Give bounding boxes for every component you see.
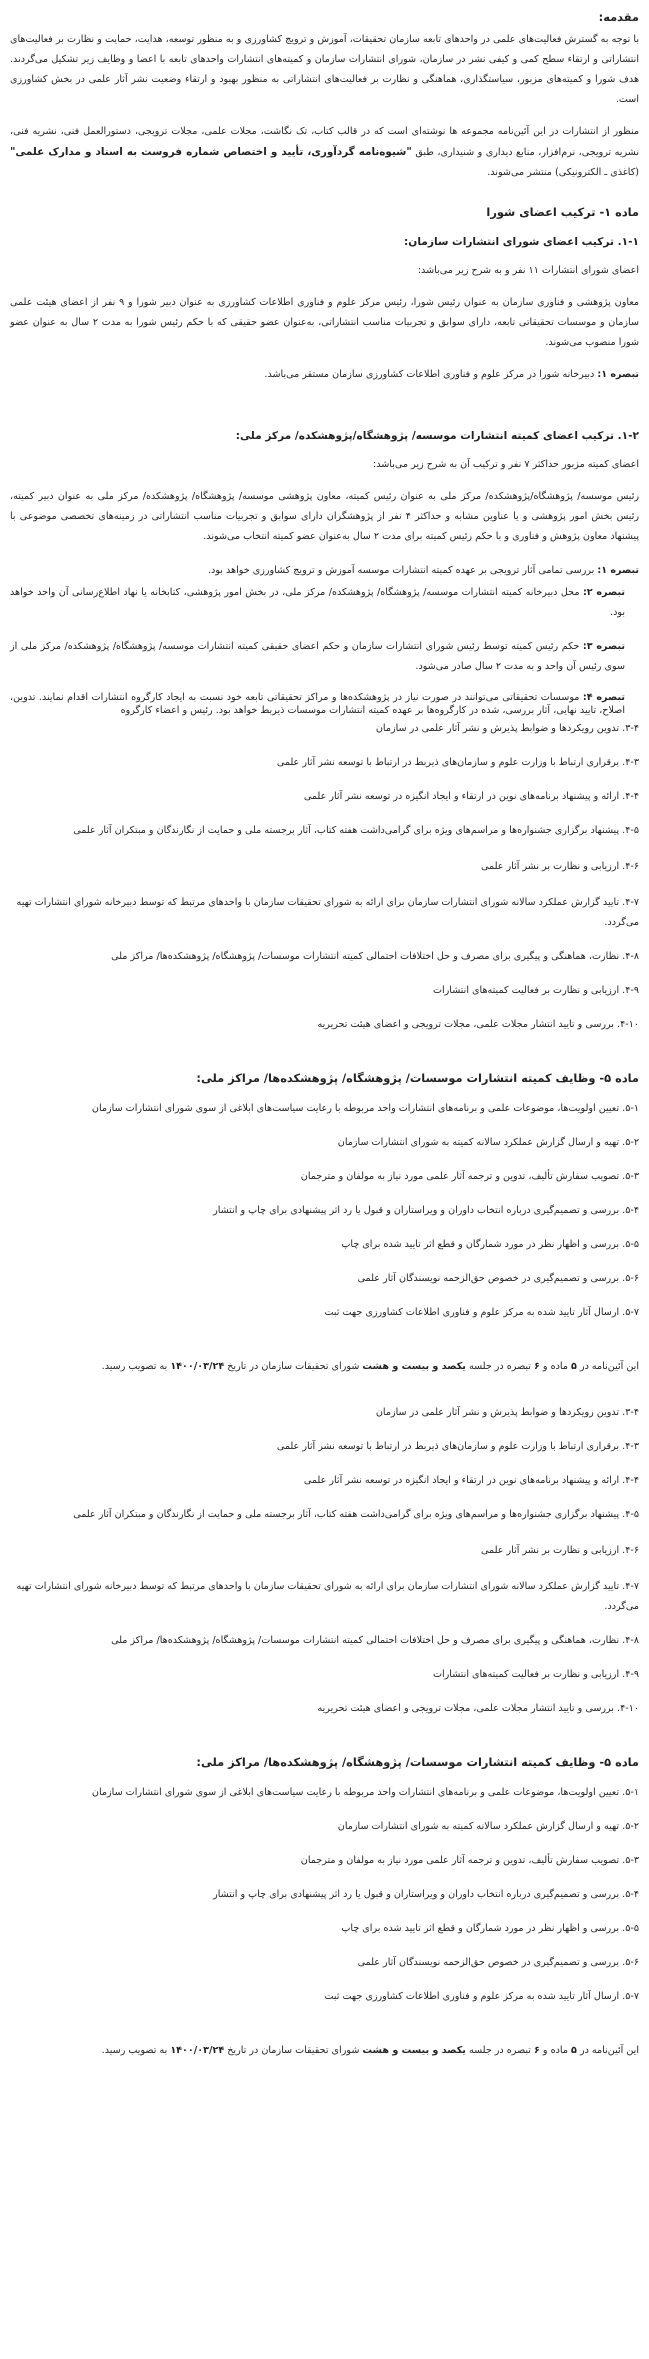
note-label: تبصره ۱: [597, 369, 639, 380]
duties-list-a [10, 719, 639, 1035]
note-1b [10, 561, 639, 581]
list-item: ۴-۶. ارزیابی و نظارت بر نشر آثار علمی [481, 861, 639, 872]
intro-paragraph-2 [10, 122, 639, 183]
list-item: ۵-۶. بررسی و تصمیم‌گیری در خصوص حق‌الزحمه نویسندگان آثار علمی [357, 1273, 639, 1284]
list-item: ۴-۵. پیشنهاد برگزاری جشنواره‌ها و مراسم‌های ویژه برای گرامی‌داشت هفته کتاب، آثار برجسته ملی و حمایت از نگارندگان و مبتکران آثار علمی [73, 1509, 639, 1520]
section-1-2-composition: رئیس موسسه/ پژوهشگاه/پژوهشکده/ مرکز ملی به عنوان رئیس کمیته، معاون پژوهشی موسسه/ پژوهشگاه/ پژوهشکده/ مرکز ملی به عنوان دبیر کمیته، رئیس بخش امور پژوهشی و یا عناوین مشابه و حداکثر ۴ نفر از پژوهشگران دارای سوابق و تجربیات مناسب انتشاراتی در زمینه‌های تخصصی موضوعی با پیشنهاد معاون پژوهش و فناوری و با حکم رئیس کمیته برای مدت ۲ سال به‌عنوان عضو کمیته انتخاب می‌شوند. [10, 491, 640, 542]
note-text: دبیرخانه شورا در مرکز علوم و فناوری اطلاعات کشاورزی سازمان مستقر می‌باشد. [264, 369, 598, 380]
list-item: ۵-۵. بررسی و اظهار نظر در مورد شمارگان و قطع اثر تایید شده برای چاپ [341, 1239, 639, 1250]
note-text: حکم رئیس کمیته توسط رئیس شورای انتشارات سازمان و حکم اعضای حقیقی کمیته انتشارات موسسه/ پژوهشگاه/ پژوهشکده/ مرکز ملی از سوی رئیس آن واحد و به مدت ۲ سال صادر می‌شود. [10, 641, 625, 672]
section-1-1-title: ۱-۱. ترکیب اعضای شورای انتشارات سازمان: [404, 236, 639, 248]
approval-text: به تصویب رسید. [101, 2045, 171, 2056]
approval-text: ماده و [539, 2045, 572, 2056]
list-item: ۴-۱۰. بررسی و تایید انتشار مجلات علمی، مجلات ترویجی و اعضای هیئت تحریریه [317, 1019, 639, 1030]
list-item: ۴-۳. برقراری ارتباط با وزارت علوم و سازمان‌های ذیربط در ارتباط با توسعه نشر آثار علمی [276, 757, 639, 768]
section-1-1-members: اعضای شورای انتشارات ۱۱ نفر و به شرح زیر می‌باشد: [417, 265, 639, 276]
section-1-2-members: اعضای کمیته مزبور حداکثر ۷ نفر و ترکیب آن به شرح زیر می‌باشد: [373, 459, 639, 470]
list-item: ۴-۳. برقراری ارتباط با وزارت علوم و سازمان‌های ذیربط در ارتباط با توسعه نشر آثار علمی [276, 1441, 639, 1452]
approval-session: یکصد و بیست و هشت [362, 2045, 466, 2056]
approval-text: تبصره در جلسه [465, 2045, 535, 2056]
list-item: ۵-۳. تصویب سفارش تألیف، تدوین و ترجمه آثار علمی مورد نیاز به مولفان و مترجمان [300, 1855, 639, 1866]
list-item: ۴-۹. ارزیابی و نظارت بر فعالیت کمیته‌های انتشارات [432, 985, 639, 996]
section-1-1-composition: معاون پژوهشی و فناوری سازمان به عنوان رئیس شورا، رئیس مرکز علوم و فناوری اطلاعات کشاورزی به عنوان دبیر شورا و ۹ نفر از اعضای هیئت علمی سازمان و موسسات تحقیقاتی تابعه، دارای سوابق و تجربیات مناسب انتشاراتی، به‌عنوان عضو حقیقی که با حکم رئیس شورا به مدت ۲ سال به عنوان عضو شورا منصوب می‌شوند. [10, 297, 640, 348]
approval-notes-count: ۶ [534, 2045, 540, 2056]
list-item: ۵-۴. بررسی و تصمیم‌گیری درباره انتخاب داوران و ویراستاران و قبول یا رد اثر پیشنهادی برای چاپ و انتشار [213, 1889, 639, 1900]
intro-p2-text: منظور از انتشارات در این آئین‌نامه مجموعه ها نوشته‌ای است که در قالب کتاب، تک نگاشت، مجلات علمی، مجلات ترویجی، دستورالعمل فنی، نشریه فنی، نشریه ترویجی، نرم‌افزار، منابع دیداری و شنیداری، طبق [10, 126, 639, 158]
list-item: ۴-۹. ارزیابی و نظارت بر فعالیت کمیته‌های انتشارات [432, 1669, 639, 1680]
list-item: ۴-۸. نظارت، هماهنگی و پیگیری برای مصرف و حل اختلافات احتمالی کمیته انتشارات موسسات/ پژوهشگاه/ پژوهشکده‌ها/ مراکز ملی [111, 1635, 639, 1646]
note-label: تبصره ۲: [582, 587, 625, 598]
note-label: تبصره ۴: [582, 692, 625, 703]
list-item: ۳-۴. تدوین رویکردها و ضوابط پذیرش و نشر آثار علمی در سازمان [375, 1407, 639, 1418]
note-4 [10, 691, 639, 717]
article-5-title: ماده ۵- وظایف کمیته انتشارات موسسات/ پژوهشگاه/ پژوهشکده‌ها/ مراکز ملی: [196, 1755, 639, 1769]
list-item: ۴-۷. تایید گزارش عملکرد سالانه شورای انتشارات سازمان برای ارائه به شورای تحقیقات سازمان با واحدهای مرتبط که توسط دبیرخانه شورای انتشارات تهیه می‌گردد. [16, 897, 639, 928]
list-item: ۴-۱۰. بررسی و تایید انتشار مجلات علمی، مجلات ترویجی و اعضای هیئت تحریریه [317, 1703, 639, 1714]
intro-p2-tail: (کاغذی ـ الکترونیکی) منتشر می‌شوند. [487, 167, 639, 178]
approval-text: این آئین‌نامه در [576, 2045, 639, 2056]
list-item: ۵-۷. ارسال آثار تایید شده به مرکز علوم و فناوری اطلاعات کشاورزی جهت ثبت [324, 1991, 639, 2002]
list-item: ۳-۴. تدوین رویکردها و ضوابط پذیرش و نشر آثار علمی در سازمان [375, 723, 639, 734]
intro-title: مقدمه: [598, 10, 639, 24]
list-item: ۴-۸. نظارت، هماهنگی و پیگیری برای مصرف و حل اختلافات احتمالی کمیته انتشارات موسسات/ پژوهشگاه/ پژوهشکده‌ها/ مراکز ملی [111, 951, 639, 962]
approval-articles-count: ۵ [571, 1361, 577, 1372]
approval-notes-count: ۶ [534, 1361, 540, 1372]
note-text: بررسی تمامی آثار ترویجی بر عهده کمیته انتشارات موسسه آموزش و ترویج کشاورزی خواهد بود. [208, 565, 598, 576]
note-text: موسسات تحقیقاتی می‌توانند در صورت نیاز در پژوهشکده‌ها و مراکز تحقیقاتی تابعه خود نسبت به ایجاد کارگروه انتشارات اقدام نمایند. تدوین، اصلاح، تایید نهایی، آثار بررسی، شده در کارگروه‌ها بر عهده کمیته انتشارات موسسات ذیربط خواهد بود. رئیس و اعضاء کارگروه [10, 692, 625, 716]
approval-session: یکصد و بیست و هشت [362, 1361, 466, 1372]
list-item: ۴-۴. ارائه و پیشنهاد برنامه‌های نوین در ارتقاء و ایجاد انگیزه در توسعه نشر آثار علمی [303, 1475, 639, 1486]
note-2 [10, 583, 639, 623]
approval-date: ۱۴۰۰/۰۳/۲۴ [170, 2045, 225, 2056]
approval-text: شورای تحقیقات سازمان در تاریخ [224, 1361, 363, 1372]
article-1-title: ماده ۱- ترکیب اعضای شورا [486, 205, 639, 219]
note-3 [10, 637, 639, 677]
note-label: تبصره ۱: [597, 565, 639, 576]
approval-date: ۱۴۰۰/۰۳/۲۴ [170, 1361, 225, 1372]
approval-text: این آئین‌نامه در [576, 1361, 639, 1372]
approval-articles-count: ۵ [571, 2045, 577, 2056]
list-item: ۴-۵. پیشنهاد برگزاری جشنواره‌ها و مراسم‌های ویژه برای گرامی‌داشت هفته کتاب، آثار برجسته ملی و حمایت از نگارندگان و مبتکران آثار علمی [73, 825, 639, 836]
approval-text: تبصره در جلسه [465, 1361, 535, 1372]
note-label: تبصره ۳: [582, 641, 625, 652]
article-5-list-a [10, 1099, 639, 1323]
approval-text: به تصویب رسید. [101, 1361, 171, 1372]
list-item: ۴-۶. ارزیابی و نظارت بر نشر آثار علمی [481, 1545, 639, 1556]
note-text: محل دبیرخانه کمیته انتشارات موسسه/ پژوهشگاه/ پژوهشکده/ مرکز ملی، در بخش امور پژوهشی، کتابخانه یا نهاد اطلاع‌رسانی آن واحد خواهد بود. [10, 587, 625, 618]
note-1 [10, 365, 639, 385]
article-5-list-b [10, 1783, 639, 2007]
list-item: ۵-۶. بررسی و تصمیم‌گیری در خصوص حق‌الزحمه نویسندگان آثار علمی [357, 1957, 639, 1968]
list-item: ۵-۱. تعیین اولویت‌ها، موضوعات علمی و برنامه‌های انتشارات واحد مربوطه با رعایت سیاست‌های ابلاغی از سوی شورای انتشارات سازمان [91, 1787, 639, 1798]
list-item: ۵-۲. تهیه و ارسال گزارش عملکرد سالانه کمیته به شورای انتشارات سازمان [337, 1137, 639, 1148]
intro-p2-bold: "شیوه‌نامه گردآوری، تأیید و اختصاص شماره فروست به اسناد و مدارک علمی" [10, 146, 412, 158]
list-item: ۵-۱. تعیین اولویت‌ها، موضوعات علمی و برنامه‌های انتشارات واحد مربوطه با رعایت سیاست‌های ابلاغی از سوی شورای انتشارات سازمان [91, 1103, 639, 1114]
article-5-title: ماده ۵- وظایف کمیته انتشارات موسسات/ پژوهشگاه/ پژوهشکده‌ها/ مراکز ملی: [196, 1071, 639, 1085]
approval-note [10, 1357, 639, 1377]
approval-text: ماده و [539, 1361, 572, 1372]
approval-text: شورای تحقیقات سازمان در تاریخ [224, 2045, 363, 2056]
list-item: ۵-۳. تصویب سفارش تألیف، تدوین و ترجمه آثار علمی مورد نیاز به مولفان و مترجمان [300, 1171, 639, 1182]
list-item: ۴-۴. ارائه و پیشنهاد برنامه‌های نوین در ارتقاء و ایجاد انگیزه در توسعه نشر آثار علمی [303, 791, 639, 802]
approval-note [10, 2041, 639, 2061]
section-1-2-title: ۱-۲. ترکیب اعضای کمیته انتشارات موسسه/ پژوهشگاه/پژوهشکده/ مرکز ملی: [235, 430, 639, 442]
duties-list-b [10, 1403, 639, 1719]
list-item: ۵-۲. تهیه و ارسال گزارش عملکرد سالانه کمیته به شورای انتشارات سازمان [337, 1821, 639, 1832]
list-item: ۵-۴. بررسی و تصمیم‌گیری درباره انتخاب داوران و ویراستاران و قبول یا رد اثر پیشنهادی برای چاپ و انتشار [213, 1205, 639, 1216]
list-item: ۵-۷. ارسال آثار تایید شده به مرکز علوم و فناوری اطلاعات کشاورزی جهت ثبت [324, 1307, 639, 1318]
list-item: ۴-۷. تایید گزارش عملکرد سالانه شورای انتشارات سازمان برای ارائه به شورای تحقیقات سازمان با واحدهای مرتبط که توسط دبیرخانه شورای انتشارات تهیه می‌گردد. [16, 1581, 639, 1612]
intro-paragraph-1: با توجه به گسترش فعالیت‌های علمی در واحدهای تابعه سازمان تحقیقات، آموزش و ترویج کشاورزی و به منظور توسعه، هدایت، حمایت و نظارت بر فعالیت‌های انتشاراتی و ارتقاء سطح کمی و کیفی نشر در سازمان، شورای انتشارات سازمان و کمیته‌های انتشارات واحدهای تابعه با اعضا و وظایف زیر تشکیل می‌گردند. هدف شورا و کمیته‌های مزبور، سیاستگذاری، هماهنگی و نظارت بر فعالیت‌های انتشاراتی به منظور بهبود و ارتقاء وضعیت نشر آثار علمی در بخش کشاورزی است. [10, 34, 639, 105]
list-item: ۵-۵. بررسی و اظهار نظر در مورد شمارگان و قطع اثر تایید شده برای چاپ [341, 1923, 639, 1934]
